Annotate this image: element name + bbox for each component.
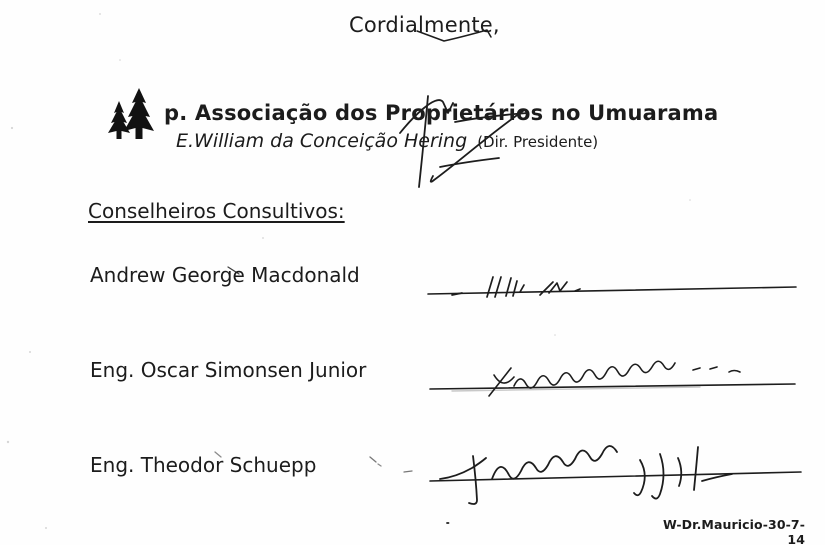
signer-name-1: Andrew George Macdonald — [90, 263, 360, 287]
signature-scribble-3 — [440, 446, 732, 523]
signer-name-2: Eng. Oscar Simonsen Junior — [90, 358, 367, 382]
pine-trees-icon — [106, 86, 158, 142]
signature-line-1 — [428, 287, 796, 294]
president-line — [176, 130, 598, 152]
footer-reference: W-Dr.Mauricio-30-7-14 — [663, 517, 805, 545]
signer-name-3: Eng. Theodor Schuepp — [90, 453, 317, 477]
closing-text: Cordialmente, — [349, 13, 500, 37]
section-heading: Conselheiros Consultivos: — [88, 199, 345, 223]
president-title: (Dir. Presidente) — [477, 133, 599, 151]
signature-scribble-1 — [452, 277, 580, 297]
president-name: E.William da Conceição Hering — [176, 130, 468, 152]
signature-line-3 — [430, 472, 801, 481]
signature-line-2 — [430, 384, 795, 391]
organization-line: p. Associação dos Proprietários no Umuarama — [164, 101, 719, 125]
signature-scribble-2 — [489, 361, 740, 396]
